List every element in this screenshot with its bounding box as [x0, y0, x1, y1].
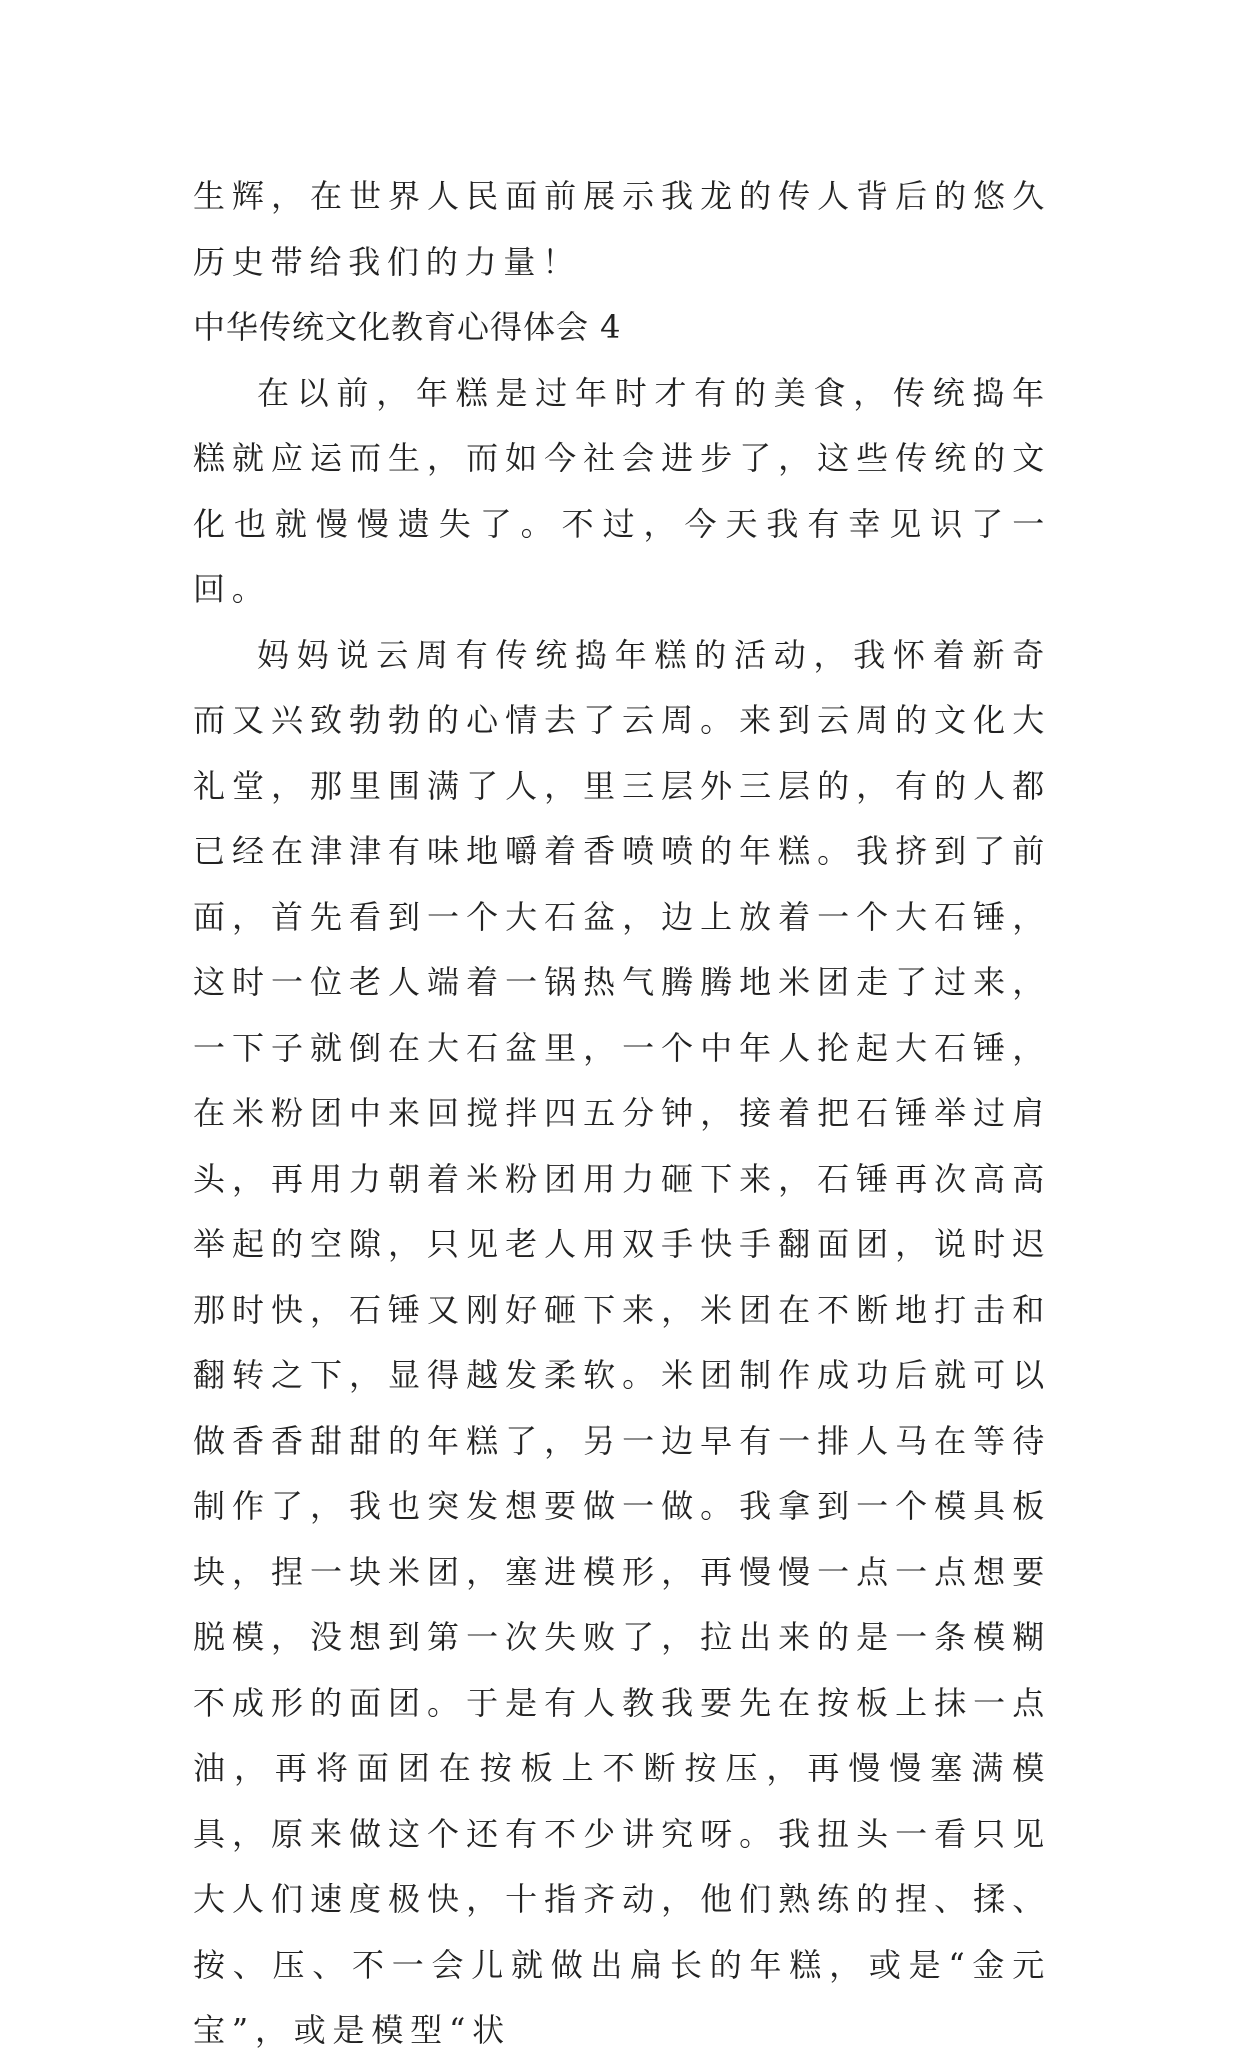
document-body: [193, 164, 1051, 2064]
section-title: 中华传统文化教育心得体会 4: [193, 308, 622, 346]
body-paragraph-1: 在以前，年糕是过年时才有的美食，传统捣年糕就应运而生，而如今社会进步了，这些传统的文化也就慢慢遗失了。不过，今天我有幸见识了一回。: [193, 373, 1051, 608]
continued-paragraph: 生辉，在世界人民面前展示我龙的传人背后的悠久历史带给我们的力量！: [193, 177, 1051, 281]
body-paragraph-2: 妈妈说云周有传统捣年糕的活动，我怀着新奇而又兴致勃勃的心情去了云周。来到云周的文化大礼堂，那里围满了人，里三层外三层的，有的人都已经在津津有味地嚼着香喷喷的年糕。我挤到了前面，首先看到一个大石盆，边上放着一个大石锤，这时一位老人端着一锅热气腾腾地米团走了过来，一下子就倒在大石盆里，一个中年人抡起大石锤，在米粉团中来回搅拌四五分钟，接着把石锤举过肩头，再用力朝着米粉团用力砸下来，石锤再次高高举起的空隙，只见老人用双手快手翻面团，说时迟那时快，石锤又刚好砸下来，米团在不断地打击和翻转之下，显得越发柔软。米团制作成功后就可以做香香甜甜的年糕了，另一边早有一排人马在等待制作了，我也突发想要做一做。我拿到一个模具板块，捏一块米团，塞进模形，再慢慢一点一点想要脱模，没想到第一次失败了，拉出来的是一条模糊不成形的面团。于是有人教我要先在按板上抹一点油，再将面团在按板上不断按压，再慢慢塞满模具，原来做这个还有不少讲究呀。我扭头一看只见大人们速度极快，十指齐动，他们熟练的捏、揉、按、压、不一会儿就做出扁长的年糕，或是“金元宝”，或是模型“状: [193, 635, 1051, 2049]
